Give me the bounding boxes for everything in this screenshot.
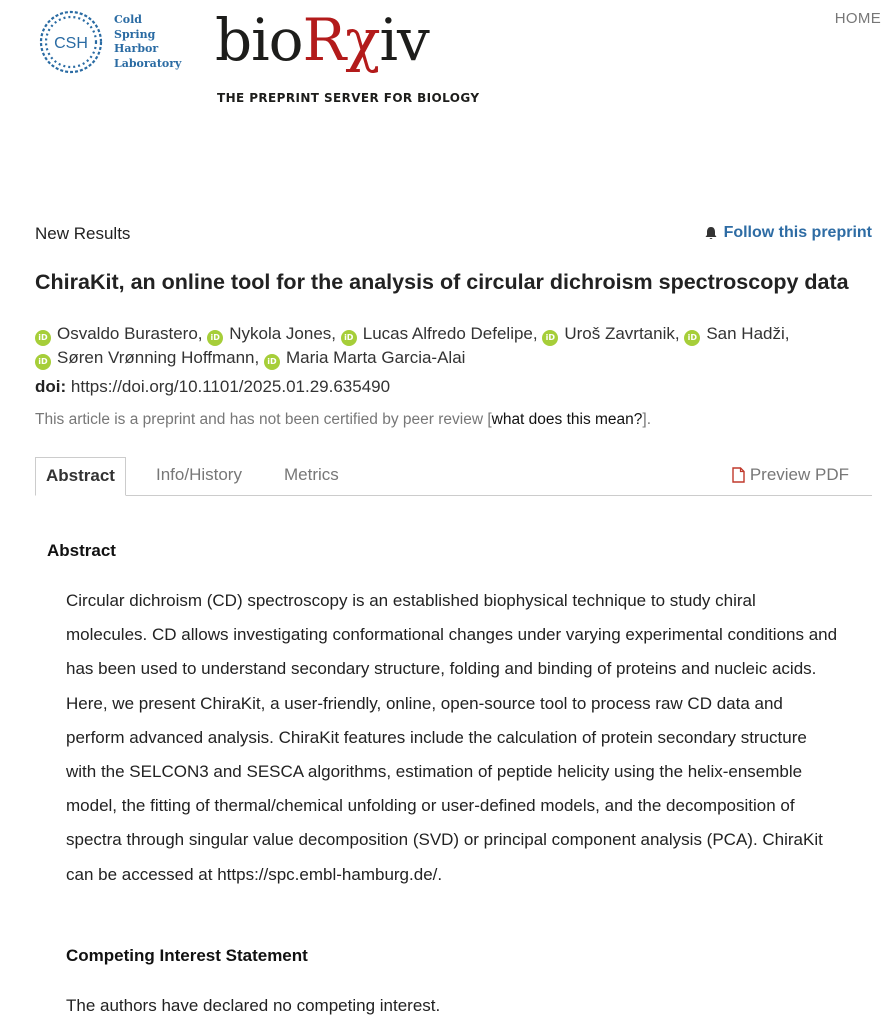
preview-pdf-label: Preview PDF <box>749 465 849 484</box>
biorxiv-tagline: THE PREPRINT SERVER FOR BIOLOGY <box>217 91 480 105</box>
author[interactable] <box>341 324 538 343</box>
orcid-icon[interactable]: iD <box>684 330 700 346</box>
author[interactable] <box>207 324 336 343</box>
csh-line: Laboratory <box>114 56 182 70</box>
author[interactable] <box>35 324 203 343</box>
home-link[interactable]: HOME <box>834 10 881 27</box>
author-name[interactable]: Maria Marta Garcia-Alai <box>285 348 466 367</box>
author-name[interactable]: Nykola Jones, <box>229 324 337 343</box>
doi-label: doi: <box>35 377 67 396</box>
csh-dna-circle-icon <box>38 9 108 79</box>
abstract-heading: Abstract <box>47 541 116 560</box>
author[interactable] <box>35 348 259 367</box>
csh-line: Cold <box>114 13 142 26</box>
wordmark-part: bio <box>215 6 303 74</box>
author[interactable] <box>542 324 679 343</box>
author-name[interactable]: Søren Vrønning Hoffmann, <box>57 348 260 367</box>
csh-wordmark <box>114 13 181 71</box>
biorxiv-logo[interactable] <box>215 6 480 105</box>
csh-line: Spring <box>114 27 156 41</box>
article-tabs <box>35 457 872 496</box>
author-name[interactable]: San Hadži, <box>706 324 790 343</box>
author[interactable] <box>684 324 789 343</box>
orcid-icon[interactable]: iD <box>341 330 357 346</box>
wordmark-part: iv <box>379 6 429 74</box>
article-title: ChiraKit, an online tool for the analysis of circular dichroism spectroscopy data <box>35 270 849 294</box>
doi-link[interactable]: https://doi.org/10.1101/2025.01.29.635490 <box>70 377 391 396</box>
author-list <box>35 322 875 370</box>
csh-logo[interactable] <box>38 9 188 79</box>
follow-preprint-link[interactable] <box>704 224 872 242</box>
doi-line <box>35 377 390 397</box>
notice-suffix: ]. <box>642 411 652 428</box>
what-does-this-mean-link[interactable]: what does this mean? <box>491 411 643 428</box>
orcid-icon[interactable]: iD <box>35 330 51 346</box>
follow-label: Follow this preprint <box>723 224 872 241</box>
orcid-icon[interactable]: iD <box>35 354 51 370</box>
article-section-label: New Results <box>35 224 131 243</box>
orcid-icon[interactable]: iD <box>207 330 223 346</box>
competing-interest-heading: Competing Interest Statement <box>66 946 308 965</box>
preview-pdf-link[interactable] <box>732 457 849 493</box>
orcid-icon[interactable]: iD <box>264 354 280 370</box>
biorxiv-wordmark <box>215 8 429 72</box>
notice-prefix: This article is a preprint and has not been certified by peer review [ <box>35 411 492 428</box>
bell-icon <box>704 226 718 241</box>
preprint-notice <box>35 411 651 429</box>
author-name[interactable]: Uroš Zavrtanik, <box>564 324 680 343</box>
orcid-icon[interactable]: iD <box>542 330 558 346</box>
wordmark-part-red: Rχ <box>302 6 380 74</box>
csh-badge-text: CSH <box>54 35 88 52</box>
abstract-text: Circular dichroism (CD) spectroscopy is an established biophysical technique to study chiral molecules. CD allows investigating conformational changes under varying experimental conditions and has been used to understand secondary structure, folding and binding of proteins and nucleic acids. Here, we present ChiraKit, a user-friendly, online, open-source tool to process raw CD data and perform advanced analysis. ChiraKit features include the calculation of protein secondary structure with the SELCON3 and SESCA algorithms, estimation of peptide helicity using the helix-ensemble model, the fitting of thermal/chemical unfolding or user-defined models, and the decomposition of spectra through singular value decomposition (SVD) or principal component analysis (PCA). ChiraKit can be accessed at https://spc.embl-hamburg.de/. <box>66 591 838 884</box>
csh-line: Harbor <box>114 42 159 55</box>
author[interactable] <box>264 348 466 367</box>
tab-info-history[interactable]: Info/History <box>156 465 242 484</box>
competing-interest-text: The authors have declared no competing interest. <box>66 996 441 1015</box>
pdf-file-icon <box>732 467 745 483</box>
author-name[interactable]: Lucas Alfredo Defelipe, <box>362 324 538 343</box>
tab-metrics[interactable]: Metrics <box>284 465 339 484</box>
tab-abstract[interactable]: Abstract <box>35 457 126 496</box>
author-name[interactable]: Osvaldo Burastero, <box>57 324 203 343</box>
